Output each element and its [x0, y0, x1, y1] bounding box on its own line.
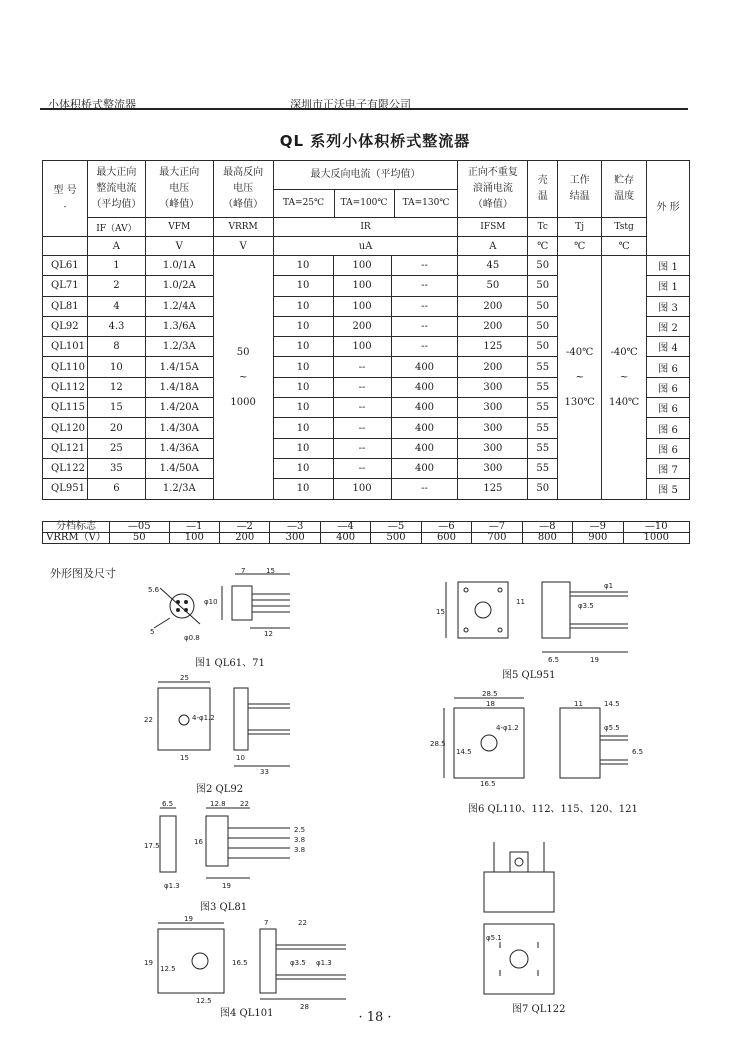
- cell-model: QL81: [43, 296, 88, 316]
- cell-tc: 55: [528, 357, 558, 377]
- cell-model: QL120: [43, 418, 88, 438]
- cell-model: QL92: [43, 316, 88, 336]
- cell-vf: 1.0/2A: [145, 276, 213, 296]
- cell-if: 10: [87, 357, 145, 377]
- cell-ir25: 10: [273, 337, 333, 357]
- cell-ifsm: 200: [458, 296, 528, 316]
- cell-vf: 1.2/4A: [145, 296, 213, 316]
- cell-if: 2: [87, 276, 145, 296]
- header-if: 最大正向 整流电流 （平均值）: [87, 161, 145, 218]
- page-title: QL 系列小体积桥式整流器: [279, 132, 471, 150]
- grade-label: 分档标志: [43, 522, 110, 533]
- cell-ir130: 400: [391, 458, 458, 478]
- fig4-dim-8: φ3.5: [290, 959, 306, 967]
- cell-ir25: 10: [273, 479, 333, 499]
- fig3-dim-8: 3.8: [294, 836, 306, 844]
- cell-tc: 55: [528, 438, 558, 458]
- cell-ir100: 100: [333, 337, 391, 357]
- cell-ifsm: 125: [458, 479, 528, 499]
- cell-ir130: --: [391, 316, 458, 336]
- figure-4-caption: 图4 QL101: [220, 1008, 274, 1019]
- grade-table: [42, 521, 690, 544]
- fig5-dim-2: 11: [516, 598, 525, 606]
- vrrm-label: VRRM（V）: [43, 533, 110, 544]
- grade-voltage: 50: [110, 533, 170, 544]
- fig5-dim-4: φ1: [604, 582, 614, 590]
- fig4-dim-3: 22: [298, 919, 307, 927]
- fig1-dim-3: 5.6: [148, 586, 160, 594]
- header-left: 小体积桥式整流器: [48, 98, 136, 111]
- cell-outline-figure: 图 5: [647, 479, 690, 499]
- cell-ir25: 10: [273, 377, 333, 397]
- cell-vf: 1.0/1A: [145, 256, 213, 276]
- grade-code: —05: [110, 522, 170, 533]
- cell-ir100: 100: [333, 276, 391, 296]
- cell-ir25: 10: [273, 357, 333, 377]
- cell-ifsm: 45: [458, 256, 528, 276]
- cell-outline-figure: 图 1: [647, 276, 690, 296]
- cell-if: 4.3: [87, 316, 145, 336]
- cell-ir100: --: [333, 398, 391, 418]
- cell-ir100: --: [333, 438, 391, 458]
- grade-voltage: 1000: [623, 533, 689, 544]
- cell-ir130: 400: [391, 398, 458, 418]
- cell-vf: 1.4/20A: [145, 398, 213, 418]
- cell-tc: 50: [528, 256, 558, 276]
- cell-ir100: --: [333, 418, 391, 438]
- cell-ifsm: 50: [458, 276, 528, 296]
- cell-ir100: --: [333, 458, 391, 478]
- grade-code: —1: [169, 522, 219, 533]
- cell-tj-range: -40℃ ~ 130℃: [558, 256, 602, 500]
- unit-model: [43, 237, 88, 256]
- cell-vf: 1.3/6A: [145, 316, 213, 336]
- grade-code: —5: [371, 522, 421, 533]
- fig1-dim-4: φ10: [204, 598, 218, 606]
- fig3-dim-1: 6.5: [162, 800, 174, 808]
- figure-2-drawing: [140, 674, 310, 774]
- cell-outline-figure: 图 6: [647, 357, 690, 377]
- cell-ir130: 400: [391, 357, 458, 377]
- cell-tc: 55: [528, 418, 558, 438]
- fig6-dim-9: 6.5: [632, 748, 644, 756]
- grade-code: —9: [573, 522, 623, 533]
- fig1-dim-2: 15: [266, 568, 275, 575]
- figure-1-caption: 图1 QL61、71: [195, 658, 265, 669]
- fig5-dim-5: 6.5: [548, 656, 560, 664]
- figure-5-caption: 图5 QL951: [502, 670, 556, 681]
- cell-ifsm: 300: [458, 377, 528, 397]
- cell-ir100: 200: [333, 316, 391, 336]
- fig6-dim-2: 18: [486, 700, 495, 708]
- grade-voltage: 400: [320, 533, 370, 544]
- cell-ir100: 100: [333, 256, 391, 276]
- cell-ifsm: 125: [458, 337, 528, 357]
- cell-ir100: 100: [333, 296, 391, 316]
- fig1-dim-5: 12: [264, 630, 273, 638]
- cell-model: QL110: [43, 357, 88, 377]
- cell-tc: 50: [528, 296, 558, 316]
- sym-ir: IR: [273, 218, 458, 237]
- cell-outline-figure: 图 7: [647, 458, 690, 478]
- cell-ir100: --: [333, 357, 391, 377]
- grade-voltage: 100: [169, 533, 219, 544]
- cell-vf: 1.4/15A: [145, 357, 213, 377]
- cell-ir25: 10: [273, 276, 333, 296]
- fig4-dim-1: 19: [184, 915, 193, 923]
- header-vf: 最大正向 电压 （峰值）: [145, 161, 213, 218]
- fig3-dim-7: 2.5: [294, 826, 306, 834]
- cell-ir130: --: [391, 256, 458, 276]
- cell-vf: 1.4/36A: [145, 438, 213, 458]
- grade-code: —6: [421, 522, 471, 533]
- header-ifsm: 正向不重复 浪涌电流 （峰值）: [458, 161, 528, 218]
- grade-voltage: 800: [522, 533, 572, 544]
- sym-if: IF（AV）: [87, 218, 145, 237]
- cell-model: QL121: [43, 438, 88, 458]
- fig6-dim-4: 14.5: [604, 700, 620, 708]
- header-ir: 最大反向电流（平均值） TA=25℃ TA=100℃ TA=130℃: [273, 161, 458, 218]
- cell-ir130: 400: [391, 418, 458, 438]
- figure-6-drawing: [428, 690, 658, 795]
- cell-tc: 55: [528, 458, 558, 478]
- cell-outline-figure: 图 6: [647, 398, 690, 418]
- fig6-dim-3: 11: [574, 700, 583, 708]
- cell-tstg-range: -40℃ ~ 140℃: [602, 256, 647, 500]
- grade-code: —3: [270, 522, 320, 533]
- cell-tc: 50: [528, 276, 558, 296]
- cell-if: 12: [87, 377, 145, 397]
- header-rule: [40, 108, 688, 110]
- grade-voltage: 500: [371, 533, 421, 544]
- fig6-dim-6: 14.5: [456, 748, 472, 756]
- fig3-dim-9: 3.8: [294, 846, 306, 854]
- fig5-dim-6: 19: [590, 656, 599, 664]
- grade-voltage: 900: [573, 533, 623, 544]
- cell-if: 6: [87, 479, 145, 499]
- cell-outline-figure: 图 6: [647, 418, 690, 438]
- cell-ifsm: 200: [458, 357, 528, 377]
- cell-ir25: 10: [273, 438, 333, 458]
- unit-tc: ℃: [528, 237, 558, 256]
- cell-outline-figure: 图 1: [647, 256, 690, 276]
- fig2-dim-2: 22: [144, 716, 153, 724]
- fig3-dim-10: 19: [222, 882, 231, 890]
- grade-voltage: 600: [421, 533, 471, 544]
- fig3-dim-6: 16: [194, 838, 203, 846]
- figures-label: 外形图及尺寸: [50, 567, 116, 580]
- cell-ir25: 10: [273, 398, 333, 418]
- unit-vf: V: [145, 237, 213, 256]
- cell-outline-figure: 图 6: [647, 377, 690, 397]
- grade-voltage: 300: [270, 533, 320, 544]
- fig5-dim-3: φ3.5: [578, 602, 594, 610]
- cell-model: QL112: [43, 377, 88, 397]
- cell-outline-figure: 图 4: [647, 337, 690, 357]
- cell-model: QL115: [43, 398, 88, 418]
- cell-outline-figure: 图 6: [647, 438, 690, 458]
- cell-ifsm: 300: [458, 398, 528, 418]
- fig4-dim-5: 12.5: [160, 965, 176, 973]
- fig6-dim-1: 28.5: [482, 690, 498, 698]
- fig2-dim-6: 33: [260, 768, 269, 774]
- unit-ifsm: A: [458, 237, 528, 256]
- cell-ir100: --: [333, 377, 391, 397]
- figure-3-drawing: [140, 800, 310, 900]
- cell-ir100: 100: [333, 479, 391, 499]
- cell-model: QL71: [43, 276, 88, 296]
- grade-code: —2: [220, 522, 270, 533]
- cell-ir130: --: [391, 337, 458, 357]
- cell-ifsm: 300: [458, 438, 528, 458]
- fig2-dim-5: 10: [236, 754, 245, 762]
- cell-vf: 1.4/30A: [145, 418, 213, 438]
- fig1-dim-1: 7: [241, 568, 246, 575]
- grade-voltage: 700: [472, 533, 522, 544]
- cell-if: 4: [87, 296, 145, 316]
- cell-tc: 50: [528, 316, 558, 336]
- cell-model: QL61: [43, 256, 88, 276]
- sym-vrrm: VRRM: [213, 218, 273, 237]
- figure-5-drawing: [428, 574, 658, 669]
- sym-vf: VFM: [145, 218, 213, 237]
- fig7-dim-1: φ5.1: [486, 934, 502, 942]
- cell-ir25: 10: [273, 256, 333, 276]
- sym-tj: Tj: [558, 218, 602, 237]
- header-tc: 壳 温: [528, 161, 558, 218]
- grade-code: —8: [522, 522, 572, 533]
- sym-tstg: Tstg: [602, 218, 647, 237]
- fig1-dim-7: 5: [150, 628, 155, 636]
- cell-vf: 1.2/3A: [145, 337, 213, 357]
- figure-6-caption: 图6 QL110、112、115、120、121: [468, 804, 638, 815]
- header-right: 深圳市正沃电子有限公司: [290, 98, 411, 111]
- sym-tc: Tc: [528, 218, 558, 237]
- fig6-dim-7: 16.5: [480, 780, 496, 788]
- header-tj: 工作 结温: [558, 161, 602, 218]
- cell-tc: 50: [528, 337, 558, 357]
- cell-outline-figure: 图 2: [647, 316, 690, 336]
- cell-ir25: 10: [273, 316, 333, 336]
- cell-vrrm-range: 50 ~ 1000: [213, 256, 273, 500]
- figure-7-caption: 图7 QL122: [512, 1004, 566, 1015]
- cell-ir25: 10: [273, 296, 333, 316]
- fig4-dim-6: 16.5: [232, 959, 248, 967]
- cell-if: 1: [87, 256, 145, 276]
- fig4-dim-7: 12.5: [196, 997, 212, 1005]
- header-vrrm: 最高反向 电压 （峰值）: [213, 161, 273, 218]
- fig1-dim-6: φ0.8: [184, 634, 200, 642]
- fig4-dim-4: 19: [144, 959, 153, 967]
- cell-if: 35: [87, 458, 145, 478]
- grade-code: —10: [623, 522, 689, 533]
- fig6-dim-5: 28.5: [430, 740, 446, 748]
- cell-ir130: 400: [391, 377, 458, 397]
- cell-ir25: 10: [273, 418, 333, 438]
- cell-ifsm: 300: [458, 418, 528, 438]
- cell-model: QL951: [43, 479, 88, 499]
- unit-tj: ℃: [558, 237, 602, 256]
- cell-ir130: --: [391, 296, 458, 316]
- fig5-dim-1: 15: [436, 608, 445, 616]
- page-number: · 18 ·: [358, 1010, 392, 1025]
- header-outline: 外 形: [647, 161, 690, 256]
- cell-model: QL122: [43, 458, 88, 478]
- sym-ifsm: IFSM: [458, 218, 528, 237]
- cell-ir25: 10: [273, 458, 333, 478]
- unit-ir: uA: [273, 237, 458, 256]
- figure-1-drawing: [140, 568, 310, 658]
- figure-2-caption: 图2 QL92: [196, 784, 244, 795]
- fig6-dim-8: φ5.5: [604, 724, 620, 732]
- figure-4-drawing: [140, 915, 350, 1010]
- cell-model: QL101: [43, 337, 88, 357]
- cell-ir130: --: [391, 276, 458, 296]
- table-row: [43, 256, 690, 276]
- header-model: 型 号 -: [43, 161, 88, 237]
- fig2-dim-4: 4-φ1.2: [192, 714, 215, 722]
- fig2-dim-1: 25: [180, 674, 189, 682]
- fig3-dim-2: 12.8: [210, 800, 226, 808]
- fig4-dim-9: φ1.3: [316, 959, 332, 967]
- unit-tstg: ℃: [602, 237, 647, 256]
- cell-outline-figure: 图 3: [647, 296, 690, 316]
- cell-ifsm: 300: [458, 458, 528, 478]
- fig2-dim-3: 15: [180, 754, 189, 762]
- cell-vf: 1.4/50A: [145, 458, 213, 478]
- fig4-dim-10: 28: [300, 1003, 309, 1010]
- spec-table: [42, 160, 690, 500]
- cell-tc: 50: [528, 479, 558, 499]
- cell-if: 20: [87, 418, 145, 438]
- header-tstg: 贮存 温度: [602, 161, 647, 218]
- fig3-dim-3: 22: [240, 800, 249, 808]
- fig6-dim-10: 4-φ1.2: [496, 724, 519, 732]
- unit-vrrm: V: [213, 237, 273, 256]
- cell-if: 15: [87, 398, 145, 418]
- fig4-dim-2: 7: [264, 919, 269, 927]
- figure-3-caption: 图3 QL81: [200, 902, 248, 913]
- grade-code: —7: [472, 522, 522, 533]
- unit-if: A: [87, 237, 145, 256]
- cell-vf: 1.2/3A: [145, 479, 213, 499]
- fig3-dim-5: φ1.3: [164, 882, 180, 890]
- cell-tc: 55: [528, 377, 558, 397]
- grade-voltage: 200: [220, 533, 270, 544]
- cell-if: 25: [87, 438, 145, 458]
- fig3-dim-4: 17.5: [144, 842, 160, 850]
- cell-ir130: --: [391, 479, 458, 499]
- cell-ir130: 400: [391, 438, 458, 458]
- cell-if: 8: [87, 337, 145, 357]
- grade-code: —4: [320, 522, 370, 533]
- figure-7-drawing: [470, 822, 580, 1002]
- cell-vf: 1.4/18A: [145, 377, 213, 397]
- cell-tc: 55: [528, 398, 558, 418]
- cell-ifsm: 200: [458, 316, 528, 336]
